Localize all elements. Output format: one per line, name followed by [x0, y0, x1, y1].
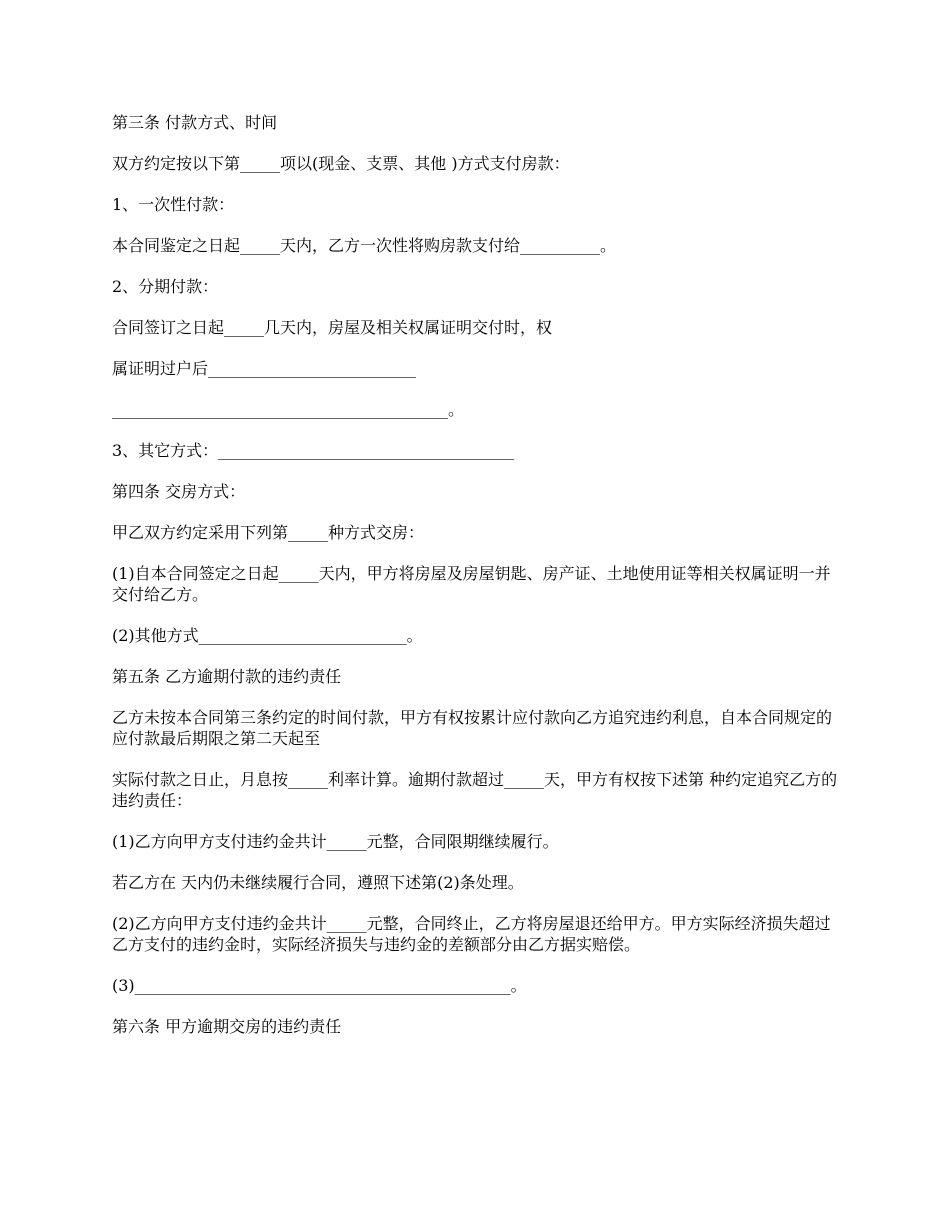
clause-5-heading: 第五条 乙方逾期付款的违约责任	[112, 667, 342, 686]
clause-6-heading: 第六条 甲方逾期交房的违约责任	[112, 1017, 342, 1036]
installment-paragraph-line-3: __________________________________________。	[112, 400, 465, 419]
clause-4-heading: 第四条 交房方式：	[112, 482, 246, 501]
lump-sum-paragraph: 本合同鉴定之日起_____天内，乙方一次性将购房款支付给__________。	[112, 236, 617, 255]
handover-option-2: (2)其他方式__________________________。	[112, 626, 423, 645]
installment-heading: 2、分期付款：	[112, 277, 219, 296]
handover-option-1: (1)自本合同签定之日起_____天内，甲方将房屋及房屋钥匙、房产证、土地使用证等相关权属证明一并交付给乙方。	[112, 564, 831, 604]
late-payment-option-3: (3)_______________________________________________。	[112, 976, 527, 995]
document-page	[112, 112, 840, 1057]
late-payment-note: 若乙方在 天内仍未继续履行合同，遵照下述第(2)条处理。	[112, 873, 524, 892]
late-payment-paragraph-1: 乙方未按本合同第三条约定的时间付款，甲方有权按累计应付款向乙方追究违约利息，自本合同规定的应付款最后期限之第二天起至	[112, 708, 833, 748]
lump-sum-heading: 1、一次性付款：	[112, 195, 235, 214]
payment-method-paragraph: 双方约定按以下第_____项以(现金、支票、其他 )方式支付房款：	[112, 154, 570, 173]
clause-3-heading: 第三条 付款方式、时间	[112, 113, 278, 132]
handover-choice-paragraph: 甲乙双方约定采用下列第_____种方式交房：	[112, 523, 425, 542]
late-payment-option-1: (1)乙方向甲方支付违约金共计_____元整，合同限期继续履行。	[112, 832, 559, 851]
installment-paragraph-line-2: 属证明过户后__________________________	[112, 359, 417, 378]
other-method-paragraph: 3、其它方式：_____________________________________	[112, 441, 515, 460]
late-payment-option-2: (2)乙方向甲方支付违约金共计_____元整，合同终止，乙方将房屋退还给甲方。甲方实际经济损失超过乙方支付的违约金时，实际经济损失与违约金的差额部分由乙方据实赔偿。	[112, 914, 831, 954]
late-payment-paragraph-2: 实际付款之日止，月息按_____利率计算。逾期付款超过_____天，甲方有权按下述第 种约定追究乙方的违约责任：	[112, 770, 838, 810]
installment-paragraph-line-1: 合同签订之日起_____几天内，房屋及相关权属证明交付时，权	[112, 318, 553, 337]
